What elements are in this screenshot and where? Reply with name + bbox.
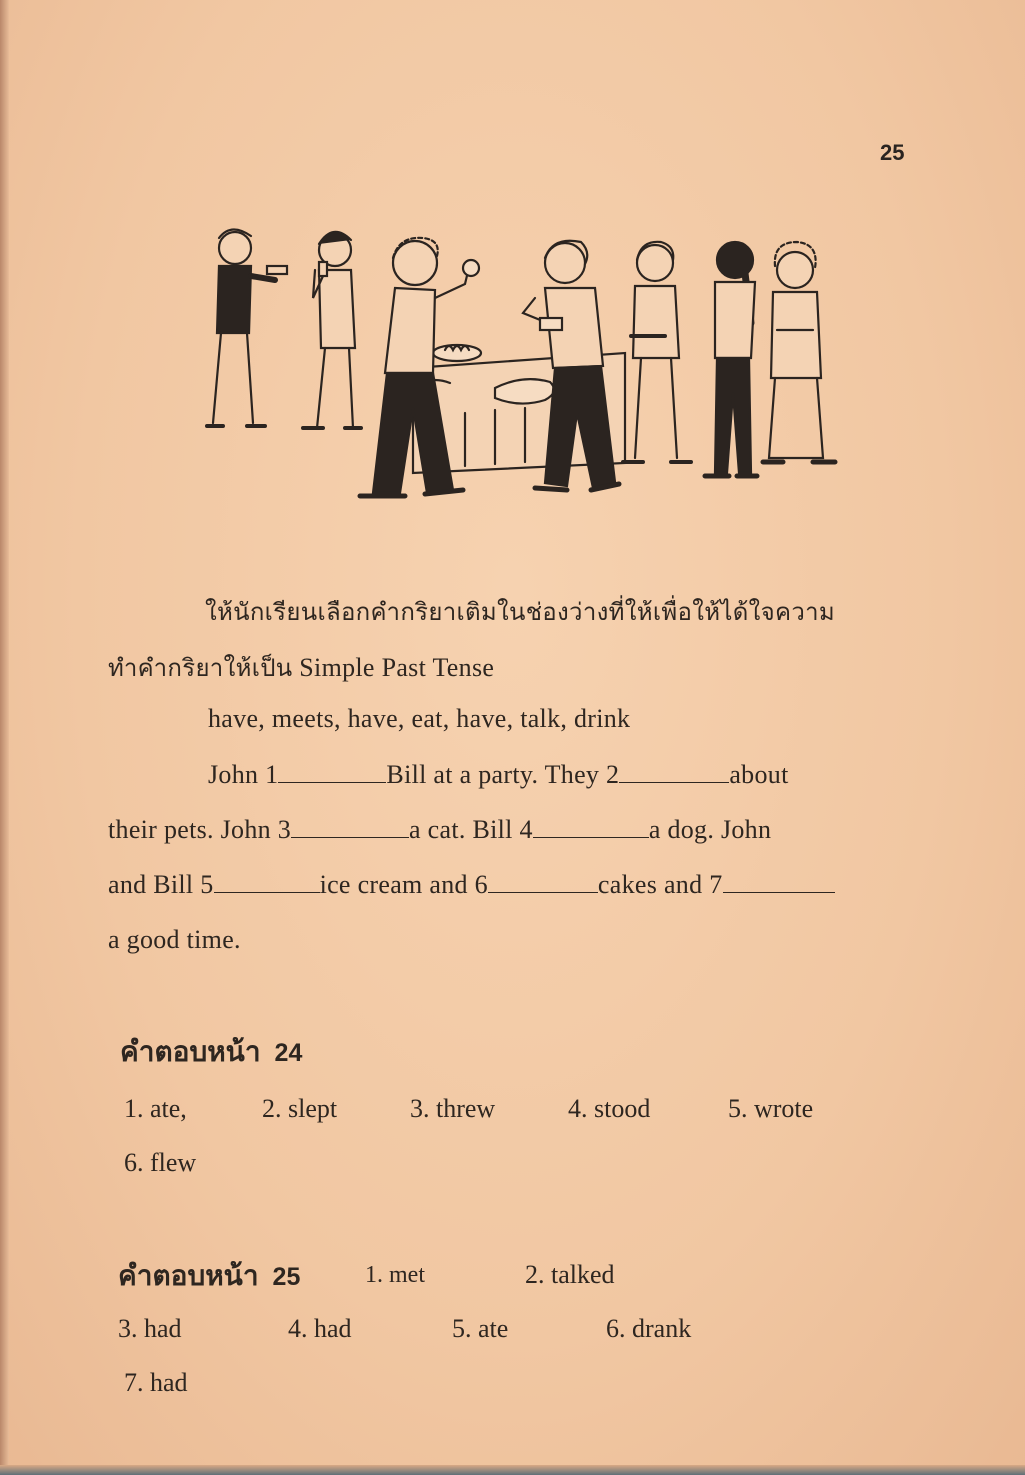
exercise-text: Bill at a party. They 2 xyxy=(386,760,620,789)
party-illustration xyxy=(195,218,845,503)
word-bank: have, meets, have, eat, have, talk, drink xyxy=(208,704,631,733)
exercise-line-2 xyxy=(108,815,771,845)
blank-4 xyxy=(533,817,649,838)
answer-24-4: 4. stood xyxy=(568,1094,651,1123)
exercise-text: ice cream and 6 xyxy=(319,870,488,899)
instruction-line-2 xyxy=(108,648,494,687)
page-bottom-edge xyxy=(0,1465,1025,1475)
blank-5 xyxy=(214,872,320,893)
answer-25-1: 1. met xyxy=(365,1262,425,1288)
exercise-line-3 xyxy=(108,870,835,900)
answers-heading-label: คำตอบหน้า xyxy=(118,1259,259,1292)
exercise-text: a cat. Bill 4 xyxy=(409,815,533,844)
answers-24-heading xyxy=(120,1030,302,1074)
answer-24-1: 1. ate, xyxy=(124,1094,187,1123)
exercise-line-4: a good time. xyxy=(108,925,241,954)
exercise-line-1 xyxy=(208,760,789,790)
answer-25-5: 5. ate xyxy=(452,1314,509,1343)
blank-1 xyxy=(278,762,386,783)
instruction-thai-text: ทำคำกริยาให้เป็น xyxy=(108,654,293,682)
answer-25-7: 7. had xyxy=(124,1368,188,1397)
exercise-text: and Bill 5 xyxy=(108,870,214,899)
blank-2 xyxy=(619,762,729,783)
exercise-text: a dog. John xyxy=(648,815,772,844)
answers-25-heading xyxy=(118,1254,300,1298)
page-binding xyxy=(0,0,9,1475)
exercise-text: their pets. John 3 xyxy=(108,815,292,844)
instruction-tense: Simple Past Tense xyxy=(299,653,495,682)
blank-7 xyxy=(723,872,835,893)
answer-25-6: 6. drank xyxy=(606,1314,692,1343)
instruction-line-1: ให้นักเรียนเลือกคำกริยาเติมในช่องว่างที่ให้เพื่อให้ได้ใจความ xyxy=(205,598,836,626)
answers-heading-label: คำตอบหน้า xyxy=(120,1035,261,1068)
answer-25-4: 4. had xyxy=(288,1314,352,1343)
answers-heading-page: 25 xyxy=(272,1263,301,1291)
answer-25-2: 2. talked xyxy=(525,1260,615,1289)
blank-3 xyxy=(291,817,409,838)
page-number: 25 xyxy=(880,140,905,165)
answer-24-6: 6. flew xyxy=(124,1148,197,1177)
answers-heading-page: 24 xyxy=(274,1039,303,1067)
answer-24-5: 5. wrote xyxy=(728,1094,814,1123)
exercise-text: cakes and 7 xyxy=(597,870,723,899)
blank-6 xyxy=(488,872,598,893)
answer-24-2: 2. slept xyxy=(262,1094,338,1123)
exercise-text: John 1 xyxy=(208,760,279,789)
answer-25-3: 3. had xyxy=(118,1314,182,1343)
exercise-text: about xyxy=(729,760,789,789)
answer-24-3: 3. threw xyxy=(410,1094,496,1123)
